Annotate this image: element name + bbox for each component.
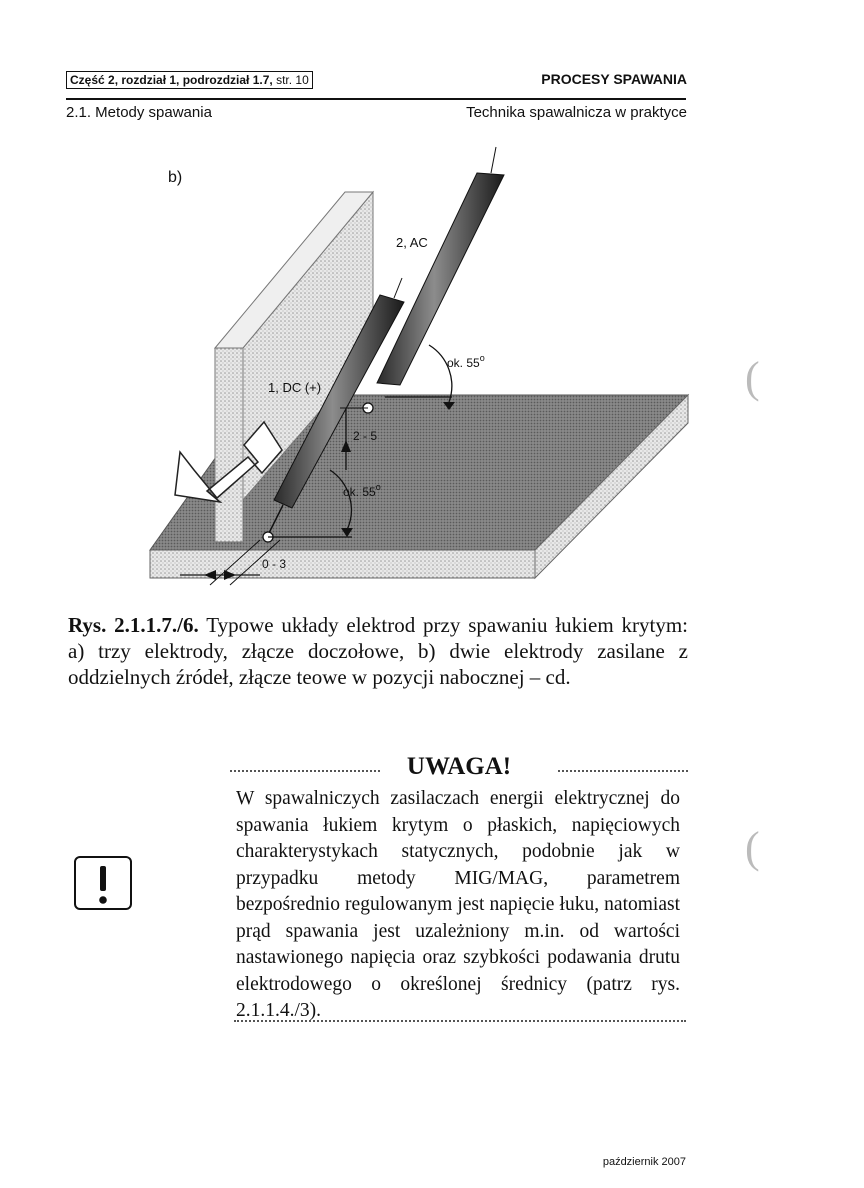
subsection-title: 2.1. Metody spawania [66, 104, 212, 121]
caption-text: Typowe układy elektrod przy spawaniu łukiem krytym: a) trzy elektrody, złącze doczołowe, b) dwie elektrody zasilane z oddzielnych źródeł, złącze teowe w pozycji nabocznej – cd. [68, 613, 688, 689]
angle-top-degree: o [479, 353, 485, 363]
book-title: Technika spawalnicza w praktyce [466, 104, 687, 121]
margin-bracket-top: ( [745, 353, 760, 402]
note-heading [230, 752, 688, 782]
angle-top-value: ok. 55 [447, 356, 480, 370]
page-reference: str. 10 [272, 73, 309, 87]
electrode-ac-wire [491, 147, 496, 173]
note-title-text: UWAGA! [399, 753, 519, 780]
electrode-ac [377, 173, 504, 385]
exclamation-icon [74, 856, 132, 910]
angle-bottom-degree: o [375, 482, 381, 492]
electrode-ac-label: 2, AC [396, 235, 428, 250]
footer-date: październik 2007 [602, 1156, 686, 1168]
section-title: PROCESY SPAWANIA [541, 71, 687, 87]
note-bottom-rule [234, 1020, 686, 1022]
chapter-reference [66, 71, 313, 89]
panel-label: b) [168, 169, 183, 186]
electrode-dc-wire [394, 278, 402, 298]
figure-caption [68, 612, 688, 690]
header-rule [66, 98, 686, 100]
figure-number: Rys. 2.1.1.7./6. [68, 613, 199, 637]
welding-figure [140, 140, 700, 600]
angle-label-top [447, 353, 485, 370]
margin-bracket-bottom: ( [745, 823, 760, 872]
note-body: W spawalniczych zasilaczach energii elektrycznej do spawania łukiem krytym o płaskich, napięciowych charakterystykach statycznych, podobnie jak w przypadku metody MIG/MAG, parametrem bezpośrednio regulowanym jest napięcie łuku, natomiast prąd spawania jest uzależniony m.in. od wartości nastawionego napięcia oraz szybkości podawania drutu elektrodowego o określonej średnicy (patrz rys. 2.1.1.4./3). [236, 788, 680, 1021]
note-title [230, 752, 688, 782]
angle-arc-top [429, 345, 452, 402]
angle-bottom-value: ok. 55 [343, 485, 376, 499]
chapter-reference-text: Część 2, rozdział 1, podrozdział 1.7, [70, 73, 273, 87]
dimension-vertical-label: 2 - 5 [353, 429, 378, 443]
dimension-horizontal-label: 0 - 3 [262, 557, 287, 571]
electrode-dc-label: 1, DC (+) [268, 380, 322, 395]
vertical-wall-front [215, 348, 243, 542]
angle-label-bottom [343, 482, 381, 499]
